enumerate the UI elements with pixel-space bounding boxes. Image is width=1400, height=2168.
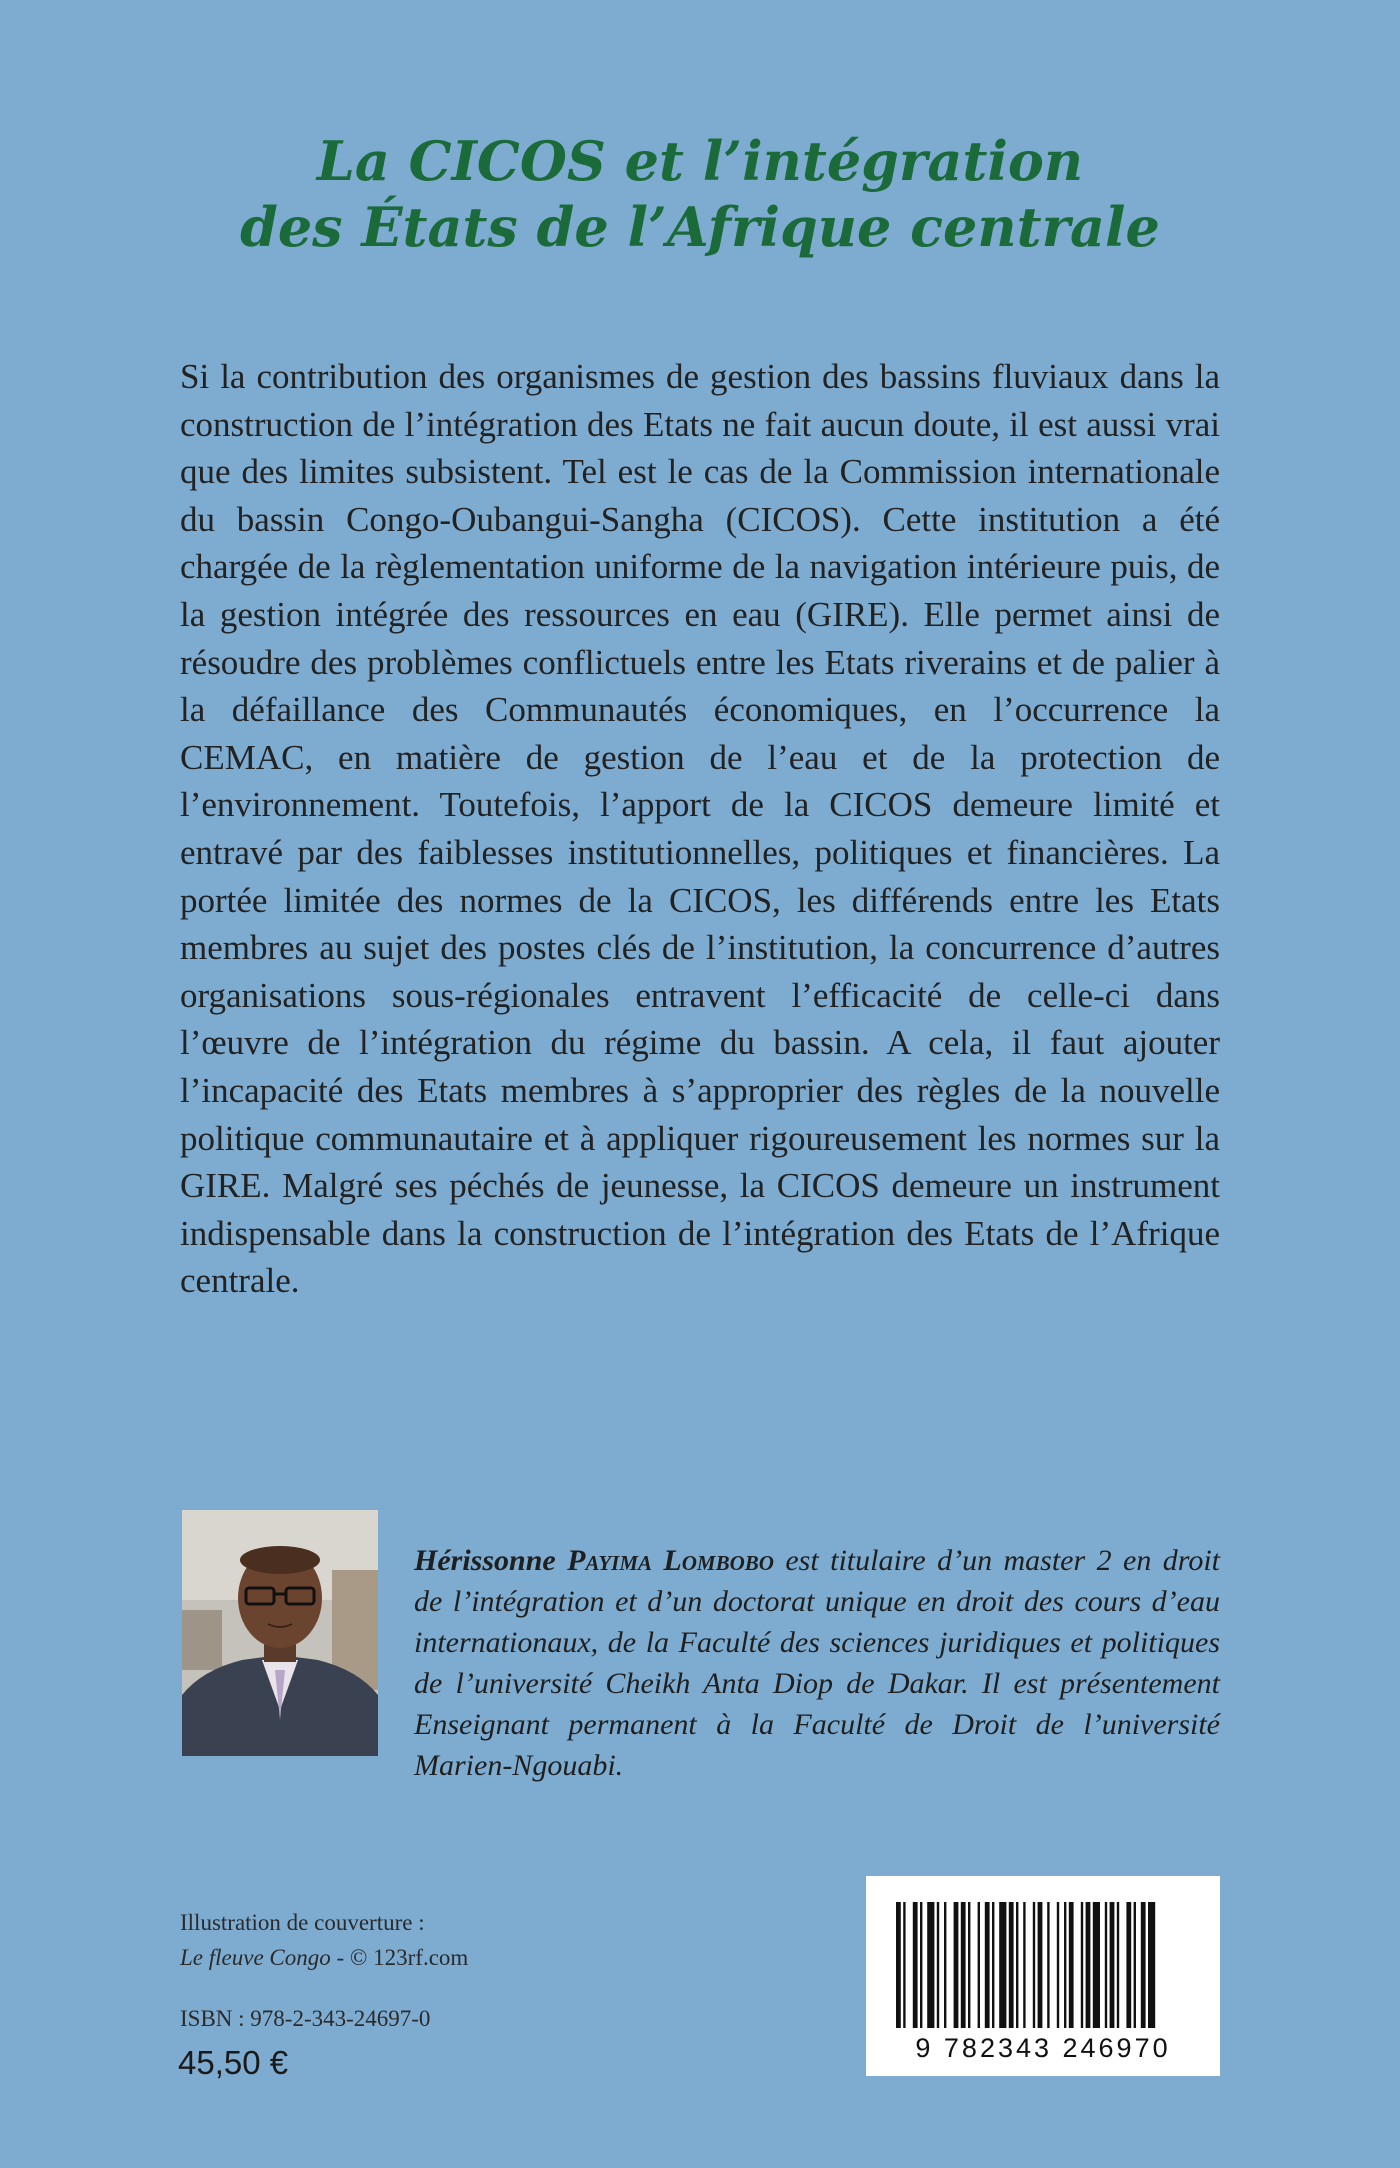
barcode-bar [985,1902,990,2028]
barcode-bar [937,1902,939,2028]
barcode-bar [1086,1902,1091,2028]
barcode-bar [1093,1902,1100,2028]
barcode-bar [1110,1902,1115,2028]
cover-credits-work: Le fleuve Congo [180,1945,331,1970]
author-bio-text: est titulaire d’un master 2 en droit de l’intégration et d’un doctorat unique en droit des cours d’eau internationaux, de la Faculté des sciences juridiques et politiques de l’université Cheikh Anta Diop de Dakar. Il est présentement Enseignant permanent à la Faculté de Droit de l’université Marien-Ngouabi. [414,1544,1220,1782]
author-bio [414,1540,1220,1786]
author-first-name: Hérissonne [414,1544,556,1577]
barcode-bar [1064,1902,1066,2028]
author-photo [182,1510,378,1756]
barcode-bar [903,1902,905,2028]
barcode-bar [1148,1902,1155,2028]
barcode-bar [913,1902,918,2028]
isbn: ISBN : 978-2-343-24697-0 [180,2006,431,2031]
barcode-bar [1069,1902,1074,2028]
book-title-line-1: La CICOS et l’intégration [316,129,1084,194]
barcode-bar [1038,1902,1043,2028]
barcode-bar [1033,1902,1035,2028]
barcode-bar [1023,1902,1025,2028]
barcode-bar [1141,1902,1146,2028]
barcode-bar [1117,1902,1119,2028]
barcode-bar [968,1902,970,2028]
price: 45,50 € [178,2044,289,2081]
barcode-bar [920,1902,922,2028]
barcode-bar [1009,1902,1014,2028]
cover-credits [180,1905,468,1975]
book-summary: Si la contribution des organismes de gestion des bassins fluviaux dans la construction de l’intégration des Etats ne fait aucun doute, il est aussi vrai que des limites subsistent. Tel est le cas de la Commission internationale du bassin Congo-Oubangui-Sangha (CICOS). Cette institution a été chargée de la règlementation uniforme de la navigation intérieure puis, de la gestion intégrée des ressources en eau (GIRE). Elle permet ainsi de résoudre des problèmes conflictuels entre les Etats riverains et de palier à la défaillance des Communautés économiques, en l’occurrence la CEMAC, en matière de gestion de l’eau et de la protection de l’environnement. Toutefois, l’apport de la CICOS demeure limité et entravé par des faiblesses institutionnelles, politiques et financières. La portée limitée des normes de la CICOS, les différends entre les Etats membres au sujet des postes clés de l’institution, la concurrence d’autres organisations sous-régionales entravent l’efficacité de celle-ci dans l’œuvre de l’intégration du régime du bassin. A cela, il faut ajouter l’incapacité des Etats membres à s’approprier des règles de la nouvelle politique communautaire et à appliquer rigoureusement les normes sur la GIRE. Malgré ses péchés de jeunesse, la CICOS demeure un instrument indispensable dans la construction de l’intégration des Etats de l’Afrique centrale. [180,357,1220,1301]
barcode-bar [1081,1902,1083,2028]
barcode-bar [992,1902,994,2028]
barcode-bar [978,1902,980,2028]
barcode-digits: 9 782343 246970 [915,2033,1171,2063]
barcode-bar [1105,1902,1107,2028]
barcode-bar [999,1902,1006,2028]
author-last-name: Payima Lombobo [567,1544,774,1577]
barcode-bar [896,1902,901,2028]
barcode-bar [961,1902,966,2028]
barcode-bar [1057,1902,1059,2028]
barcode-bar [954,1902,959,2028]
cover-credits-source-line [180,1940,468,1975]
barcode-bar [927,1902,934,2028]
barcode-bar [1126,1902,1131,2028]
book-title [150,128,1250,260]
barcode-bar [944,1902,946,2028]
barcode-bar [1047,1902,1049,2028]
cover-credits-source: - © 123rf.com [330,1945,469,1970]
barcode-bar [1134,1902,1136,2028]
cover-credits-label: Illustration de couverture : [180,1910,425,1935]
barcode-bar [1016,1902,1018,2028]
book-title-line-2: des États de l’Afrique centrale [240,195,1160,260]
barcode [866,1876,1220,2076]
